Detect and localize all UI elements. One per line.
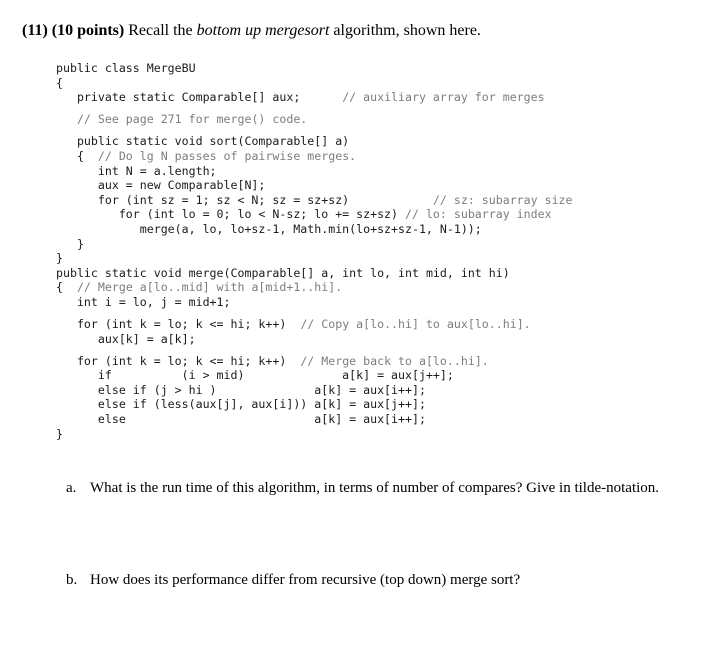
code-text: public static void sort(Comparable[] a) bbox=[76, 134, 350, 149]
code-listing bbox=[56, 61, 573, 441]
code-line bbox=[56, 178, 573, 193]
code-text: { bbox=[56, 75, 63, 90]
code-comment: // auxiliary array for merges bbox=[342, 90, 545, 105]
code-text: { bbox=[56, 280, 77, 295]
question-text-after: algorithm, shown here. bbox=[329, 22, 481, 39]
subquestion-a bbox=[66, 480, 659, 497]
code-text: aux[k] = a[k]; bbox=[97, 331, 196, 346]
code-blank-line bbox=[56, 310, 573, 318]
question-number: (11) bbox=[22, 22, 48, 39]
code-line bbox=[56, 193, 573, 208]
code-comment: // sz: subarray size bbox=[432, 192, 573, 207]
subquestion-b-label: b. bbox=[66, 572, 78, 588]
question-points: (10 points) bbox=[51, 22, 125, 39]
question-heading bbox=[22, 22, 481, 40]
code-blank-line bbox=[56, 127, 573, 135]
code-text: } bbox=[76, 236, 84, 251]
code-line bbox=[56, 412, 573, 427]
code-text: private static Comparable[] aux; bbox=[76, 90, 343, 105]
code-line bbox=[56, 332, 573, 347]
code-text: for (int k = lo; k <= hi; k++) bbox=[76, 353, 301, 368]
code-line bbox=[56, 295, 573, 310]
code-line bbox=[56, 427, 573, 442]
code-text: for (int k = lo; k <= hi; k++) bbox=[76, 317, 301, 331]
question-emphasis: bottom up mergesort bbox=[196, 22, 330, 39]
code-text: for (int sz = 1; sz < N; sz = sz+sz) bbox=[97, 192, 433, 207]
code-text: else if (j > hi ) a[k] = aux[i++]; bbox=[97, 382, 426, 397]
code-text: if (i > mid) a[k] = aux[j++]; bbox=[97, 368, 454, 383]
code-line bbox=[56, 207, 573, 222]
code-line bbox=[56, 317, 573, 332]
subquestion-a-label: a. bbox=[66, 480, 77, 496]
code-text: } bbox=[56, 251, 63, 266]
code-text: } bbox=[56, 426, 63, 441]
code-comment: // See page 271 for merge() code. bbox=[76, 112, 308, 127]
code-line bbox=[56, 383, 573, 398]
code-line bbox=[56, 149, 573, 164]
code-text: int i = lo, j = mid+1; bbox=[76, 294, 231, 309]
code-line bbox=[56, 222, 573, 237]
code-text: for (int lo = 0; lo < N-sz; lo += sz+sz) bbox=[118, 207, 405, 222]
code-line bbox=[56, 368, 573, 383]
code-comment: // lo: subarray index bbox=[405, 207, 552, 222]
code-line bbox=[56, 112, 573, 127]
code-text: else if (less(aux[j], aux[i])) a[k] = aux[j++]; bbox=[97, 397, 426, 412]
code-comment: // Merge a[lo..mid] with a[mid+1..hi]. bbox=[76, 280, 343, 295]
code-comment: // Copy a[lo..hi] to aux[lo..hi]. bbox=[300, 317, 531, 331]
code-line bbox=[56, 76, 573, 91]
code-text: merge(a, lo, lo+sz-1, Math.min(lo+sz+sz-1, N-1)); bbox=[139, 221, 482, 236]
code-line bbox=[56, 61, 573, 76]
code-blank-line bbox=[56, 105, 573, 113]
code-text: public static void merge(Comparable[] a, int lo, int mid, int hi) bbox=[56, 265, 510, 280]
subquestion-b-text: How does its performance differ from recursive (top down) merge sort? bbox=[90, 572, 521, 588]
code-blank-line bbox=[56, 346, 573, 354]
code-text: aux = new Comparable[N]; bbox=[97, 178, 266, 193]
code-line bbox=[56, 280, 573, 295]
code-comment: // Do lg N passes of pairwise merges. bbox=[97, 148, 357, 163]
subquestion-a-text: What is the run time of this algorithm, in terms of number of compares? Give in tilde-notation. bbox=[90, 480, 660, 496]
code-line bbox=[56, 134, 573, 149]
code-text: else a[k] = aux[i++]; bbox=[97, 412, 426, 427]
subquestion-b bbox=[66, 572, 520, 589]
code-line bbox=[56, 164, 573, 179]
code-text: { bbox=[76, 148, 98, 163]
code-text bbox=[56, 112, 77, 126]
code-text: int N = a.length; bbox=[97, 163, 217, 178]
code-line bbox=[56, 266, 573, 281]
code-line bbox=[56, 90, 573, 105]
code-text: public class MergeBU bbox=[56, 61, 196, 75]
code-line bbox=[56, 354, 573, 369]
code-line bbox=[56, 237, 573, 252]
code-comment: // Merge back to a[lo..hi]. bbox=[300, 353, 489, 368]
code-line bbox=[56, 397, 573, 412]
code-line bbox=[56, 251, 573, 266]
question-text-before: Recall the bbox=[124, 22, 197, 39]
